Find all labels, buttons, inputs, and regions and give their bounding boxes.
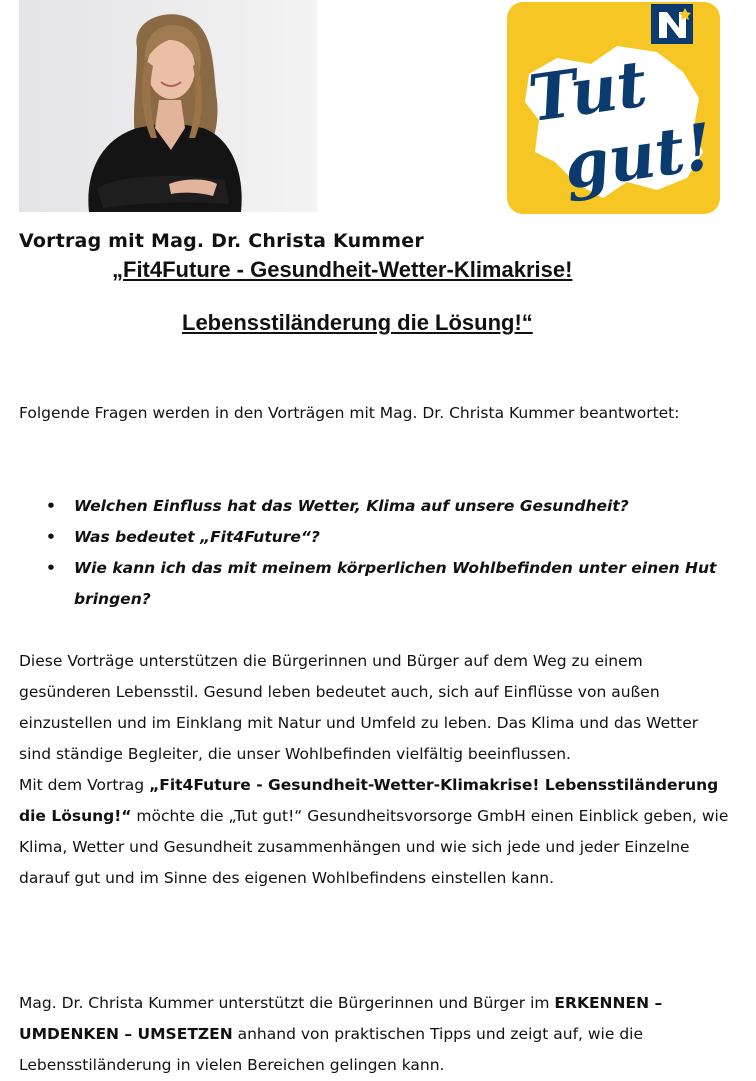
question-list [19, 491, 719, 615]
logo-text-line1: Tut [524, 46, 652, 138]
emphasis-text: ERKENNEN – UMDENKEN – UMSETZEN [19, 994, 663, 1043]
closing-paragraph [19, 988, 731, 1081]
page-heading: Vortrag mit Mag. Dr. Christa Kummer [19, 230, 424, 252]
lecture-title-line1: „Fit4Future - Gesundheit-Wetter-Klimakrise! [112, 257, 573, 282]
noe-badge-icon [651, 4, 693, 44]
tut-gut-logo [507, 2, 720, 214]
intro-text: Folgende Fragen werden in den Vorträgen mit Mag. Dr. Christa Kummer beantwortet: [19, 404, 680, 422]
lecture-title-line2: Lebensstiländerung die Lösung!“ [182, 310, 533, 335]
lecture-title-inline: „Fit4Future - Gesundheit-Wetter-Klimakrise! Lebensstiländerung die Lösung!“ [19, 776, 719, 825]
paragraph-text: Diese Vorträge unterstützen die Bürgerinnen und Bürger auf dem Weg zu einem gesünderen Lebensstil. Gesund leben bedeutet auch, sich auf Einflüsse von außen einzustellen und im Einklang mit Natur und Umfeld zu leben. Das Klima und das Wetter sind ständige Begleiter, die unser Wohlbefinden vielfältig beeinflussen. [19, 652, 699, 763]
list-item: • Was bedeutet „Fit4Future“? [19, 522, 719, 553]
speaker-portrait-image [19, 0, 317, 212]
logo-text-line2: gut! [559, 109, 718, 205]
paragraph-text: möchte die „Tut gut!“ Gesundheitsvorsorge GmbH einen Einblick geben, wie Klima, Wetter und Gesundheit zusammenhängen und wie sich jede und jeder Einzelne darauf gut und im Sinne des eigenen Wohlbefindens einstellen kann. [19, 807, 729, 887]
list-item: • Welchen Einfluss hat das Wetter, Klima auf unsere Gesundheit? [19, 491, 719, 522]
paragraph-text: anhand von praktischen Tipps und zeigt auf, wie die Lebensstiländerung in vielen Bereichen gelingen kann. [19, 1025, 644, 1074]
paragraph-text: Mit dem Vortrag [19, 776, 150, 794]
list-item: • Wie kann ich das mit meinem körperlichen Wohlbefinden unter einen Hut bringen? [19, 553, 719, 615]
speaker-photo [19, 0, 317, 212]
paragraph-text: Mag. Dr. Christa Kummer unterstützt die Bürgerinnen und Bürger im [19, 994, 555, 1012]
description-paragraph [19, 646, 729, 894]
